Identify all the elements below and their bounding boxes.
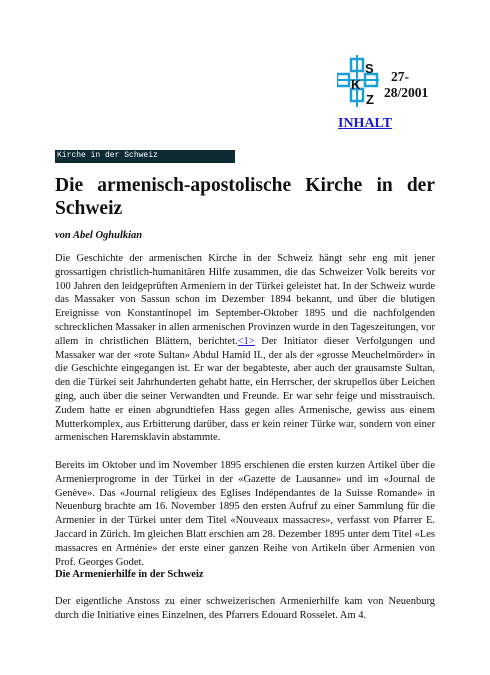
paragraph-1-text-b: Der Initiator dieser Verfolgungen und Massaker war der «rote Sultan» Abdul Hamid II., der als der «grosse Meuchelmörder» in die Geschichte eingegangen ist. Er war der begabteste, aber auch der grausamste Sultan, den die Türkei seit Jahrhunderten gehabt hatte, ein Herrscher, der skrupellos über Leichen ging, auch über die seiner Verwandten und Freunde. Er war sehr feige und misstrauisch. Zudem hatte er einen abgrundtiefen Hass gegen alles Armenische, gewiss aus einem Mutterkomplex, aus Erbitterung darüber, dass er kein reiner Türke war, sondern von einer armenischen Haremsklavin abstammte. [55, 335, 435, 444]
paragraph-3: Der eigentliche Anstoss zu einer schweizerischen Armenierhilfe kam von Neuenburg durch die Initiative eines Einzelnen, des Pfarrers Edouard Rosselet. Am 4. [55, 596, 435, 621]
footnote-link-1[interactable]: <1> [237, 335, 255, 347]
inhalt-link[interactable]: INHALT [338, 116, 392, 131]
issue-number [384, 69, 428, 101]
section-bar [55, 150, 235, 163]
issue-line-2: 28/2001 [384, 85, 429, 100]
logo-letter-k: K [351, 77, 361, 92]
logo-letter-s: S [365, 61, 374, 76]
paragraph-1 [55, 252, 435, 445]
article-title: Die armenisch-apostolische Kirche in der Schweiz [55, 175, 435, 219]
skz-logo [337, 55, 383, 109]
subheading: Die Armenierhilfe in der Schweiz [55, 569, 204, 580]
paragraph-2: Bereits im Oktober und im November 1895 erschienen die ersten kurzen Artikel über die Armenierprogrome in der Türkei in der «Gazette de Lausanne» und im «Journal de Genève». Das «Journal religieux des Eglises Indépendantes de la Suisse Romande» in Neuenburg brachte am 16. November 1895 den ersten Aufruf zu einer Sammlung für die Armenier in der Türkei unter dem Titel «Nouveaux massacres», verfasst von Pfarrer E. Jaccard in Zürich. Im gleichen Blatt erschien am 28. Dezember 1895 unter dem Titel «Les massacres en Arménie» der erste einer ganzen Reihe von Artikeln über Armenien von Prof. Georges Godet. [55, 460, 435, 568]
issue-line-1: 27- [391, 69, 409, 84]
logo-letter-z: Z [366, 92, 374, 107]
section-label: Kirche in der Schweiz [57, 151, 158, 160]
paragraph-1-text-a: Die Geschichte der armenischen Kirche in der Schweiz hängt sehr eng mit jener grossartigen christlich-humanitären Hilfe zusammen, die das Schweizer Volk bereits vor 100 Jahren den leidgeprüften Armeniern in der Türkei geleistet hat. In der Schweiz wurde das Massaker von Sassun schon im Dezember 1894 bekannt, und über die blutigen Ereignisse von Konstantinopel im September-Oktober 1895 und die nachfolgenden schrecklichen Massaker in allen armenischen Provinzen wurde in den Tageszeitungen, vor allem in christlichen Blättern, berichtet. [55, 253, 435, 347]
article-byline: von Abel Oghulkian [55, 230, 143, 241]
